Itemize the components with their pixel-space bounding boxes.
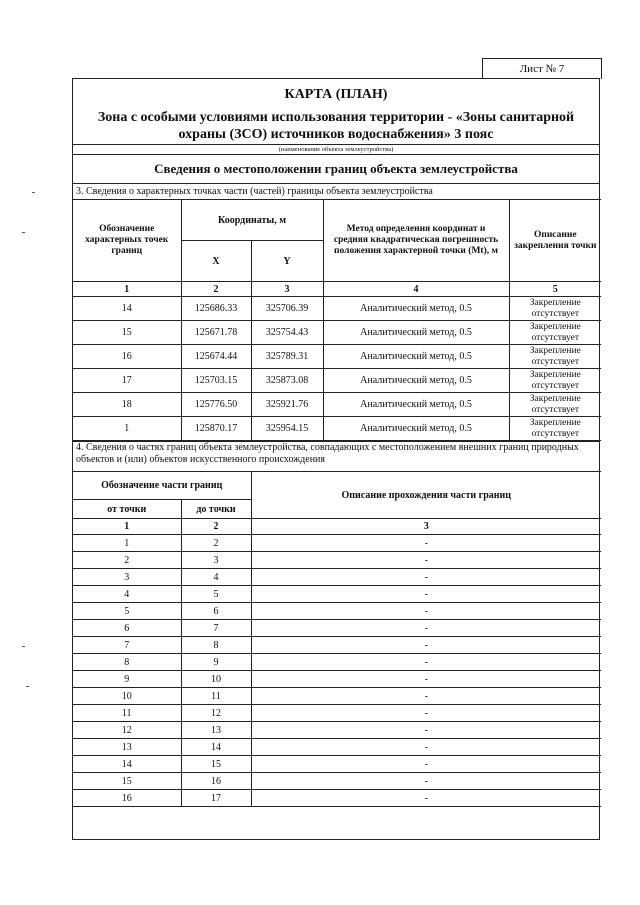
- point-id: 18: [73, 393, 181, 417]
- method: Аналитический метод, 0.5: [323, 321, 509, 345]
- header-part-designation: Обозначение части границ: [73, 472, 251, 500]
- part-description: -: [251, 671, 601, 688]
- fixation: Закрепление отсутствует: [509, 369, 601, 393]
- from-point: 11: [73, 705, 181, 722]
- part-description: -: [251, 705, 601, 722]
- margin-mark: [26, 686, 29, 687]
- col-num: 2: [181, 282, 251, 297]
- coord-y: 325789.31: [251, 345, 323, 369]
- to-point: 3: [181, 552, 251, 569]
- table-row: [73, 552, 601, 569]
- document-subtitle: Зона с особыми условиями использования территории - «Зоны санитарной охраны (ЗСО) источников водоснабжения» 3 пояс: [97, 110, 575, 142]
- part-description: -: [251, 688, 601, 705]
- header-method: Метод определения координат и средняя квадратическая погрешность положения характерной точки (Mt), м: [323, 200, 509, 282]
- point-id: 17: [73, 369, 181, 393]
- document-frame: [72, 78, 600, 840]
- fixation: Закрепление отсутствует: [509, 321, 601, 345]
- from-point: 16: [73, 790, 181, 807]
- coord-y: 325873.08: [251, 369, 323, 393]
- from-point: 15: [73, 773, 181, 790]
- header-description: Описание закрепления точки: [509, 200, 601, 282]
- to-point: 9: [181, 654, 251, 671]
- method: Аналитический метод, 0.5: [323, 369, 509, 393]
- part-description: -: [251, 739, 601, 756]
- from-point: 4: [73, 586, 181, 603]
- table-row: [73, 369, 601, 393]
- coord-x: 125776.50: [181, 393, 251, 417]
- part-description: -: [251, 773, 601, 790]
- object-name-caption: (наименование объекта землеустройства): [278, 146, 394, 153]
- section4-label: 4. Сведения о частях границ объекта землеустройства, совпадающих с местоположением внешних границ природных объектов и (или) объектов искусственного происхождения: [73, 441, 599, 471]
- method: Аналитический метод, 0.5: [323, 417, 509, 441]
- part-description: -: [251, 586, 601, 603]
- table-row: [73, 321, 601, 345]
- fixation: Закрепление отсутствует: [509, 417, 601, 441]
- table-row: [73, 773, 601, 790]
- table-row: [73, 535, 601, 552]
- to-point: 13: [181, 722, 251, 739]
- to-point: 8: [181, 637, 251, 654]
- from-point: 12: [73, 722, 181, 739]
- coord-y: 325921.76: [251, 393, 323, 417]
- part-description: -: [251, 637, 601, 654]
- table-row: [73, 586, 601, 603]
- part-description: -: [251, 569, 601, 586]
- table-row: [73, 722, 601, 739]
- to-point: 2: [181, 535, 251, 552]
- table-row: [73, 688, 601, 705]
- column-numbers-row: [73, 519, 601, 535]
- from-point: 8: [73, 654, 181, 671]
- margin-mark: [32, 192, 35, 193]
- part-description: -: [251, 790, 601, 807]
- table-row: [73, 790, 601, 807]
- to-point: 12: [181, 705, 251, 722]
- coord-x: 125686.33: [181, 297, 251, 321]
- table-row: [73, 393, 601, 417]
- coord-y: 325954.15: [251, 417, 323, 441]
- col-num: 1: [73, 519, 181, 535]
- method: Аналитический метод, 0.5: [323, 345, 509, 369]
- section3-label: 3. Сведения о характерных точках части (частей) границы объекта землеустройства: [73, 183, 599, 199]
- from-point: 13: [73, 739, 181, 756]
- method: Аналитический метод, 0.5: [323, 297, 509, 321]
- col-num: 2: [181, 519, 251, 535]
- to-point: 16: [181, 773, 251, 790]
- table-row: [73, 620, 601, 637]
- page-title: КАРТА (ПЛАН): [284, 87, 388, 102]
- from-point: 7: [73, 637, 181, 654]
- header-x: X: [181, 241, 251, 282]
- table-row: [73, 417, 601, 441]
- header-y: Y: [251, 241, 323, 282]
- coord-y: 325754.43: [251, 321, 323, 345]
- document-header: [73, 87, 599, 154]
- point-id: 14: [73, 297, 181, 321]
- from-point: 9: [73, 671, 181, 688]
- part-description: -: [251, 535, 601, 552]
- table-row: [73, 637, 601, 654]
- col-num: 3: [251, 519, 601, 535]
- margin-mark: [22, 646, 25, 647]
- sheet-number: Лист № 7: [482, 58, 602, 79]
- table-row: [73, 345, 601, 369]
- to-point: 5: [181, 586, 251, 603]
- header-designation: Обозначение характерных точек границ: [73, 200, 181, 282]
- method: Аналитический метод, 0.5: [323, 393, 509, 417]
- table-row: [73, 654, 601, 671]
- point-id: 1: [73, 417, 181, 441]
- coord-x: 125674.44: [181, 345, 251, 369]
- to-point: 17: [181, 790, 251, 807]
- coord-x: 125703.15: [181, 369, 251, 393]
- fixation: Закрепление отсутствует: [509, 297, 601, 321]
- from-point: 5: [73, 603, 181, 620]
- from-point: 6: [73, 620, 181, 637]
- table-row: [73, 739, 601, 756]
- table-row: [73, 297, 601, 321]
- part-description: -: [251, 552, 601, 569]
- to-point: 4: [181, 569, 251, 586]
- table-row: [73, 671, 601, 688]
- to-point: 6: [181, 603, 251, 620]
- fixation: Закрепление отсутствует: [509, 345, 601, 369]
- col-num: 3: [251, 282, 323, 297]
- col-num: 5: [509, 282, 601, 297]
- part-description: -: [251, 603, 601, 620]
- to-point: 14: [181, 739, 251, 756]
- coord-x: 125870.17: [181, 417, 251, 441]
- fixation: Закрепление отсутствует: [509, 393, 601, 417]
- col-num: 1: [73, 282, 181, 297]
- point-id: 16: [73, 345, 181, 369]
- table-row: [73, 569, 601, 586]
- coord-y: 325706.39: [251, 297, 323, 321]
- column-numbers-row: [73, 282, 601, 297]
- part-description: -: [251, 654, 601, 671]
- from-point: 1: [73, 535, 181, 552]
- header-coords: Координаты, м: [181, 200, 323, 241]
- from-point: 14: [73, 756, 181, 773]
- points-table: [73, 199, 601, 441]
- part-description: -: [251, 620, 601, 637]
- header-from: от точки: [73, 500, 181, 519]
- to-point: 11: [181, 688, 251, 705]
- coord-x: 125671.78: [181, 321, 251, 345]
- table-row: [73, 705, 601, 722]
- header-to: до точки: [181, 500, 251, 519]
- from-point: 3: [73, 569, 181, 586]
- boundary-parts-table: [73, 471, 601, 807]
- part-description: -: [251, 722, 601, 739]
- from-point: 10: [73, 688, 181, 705]
- to-point: 10: [181, 671, 251, 688]
- point-id: 15: [73, 321, 181, 345]
- table-row: [73, 603, 601, 620]
- margin-mark: [22, 232, 25, 233]
- header-part-description: Описание прохождения части границ: [251, 472, 601, 519]
- from-point: 2: [73, 552, 181, 569]
- section-title: Сведения о местоположении границ объекта землеустройства: [73, 154, 599, 183]
- col-num: 4: [323, 282, 509, 297]
- table-row: [73, 756, 601, 773]
- to-point: 7: [181, 620, 251, 637]
- part-description: -: [251, 756, 601, 773]
- to-point: 15: [181, 756, 251, 773]
